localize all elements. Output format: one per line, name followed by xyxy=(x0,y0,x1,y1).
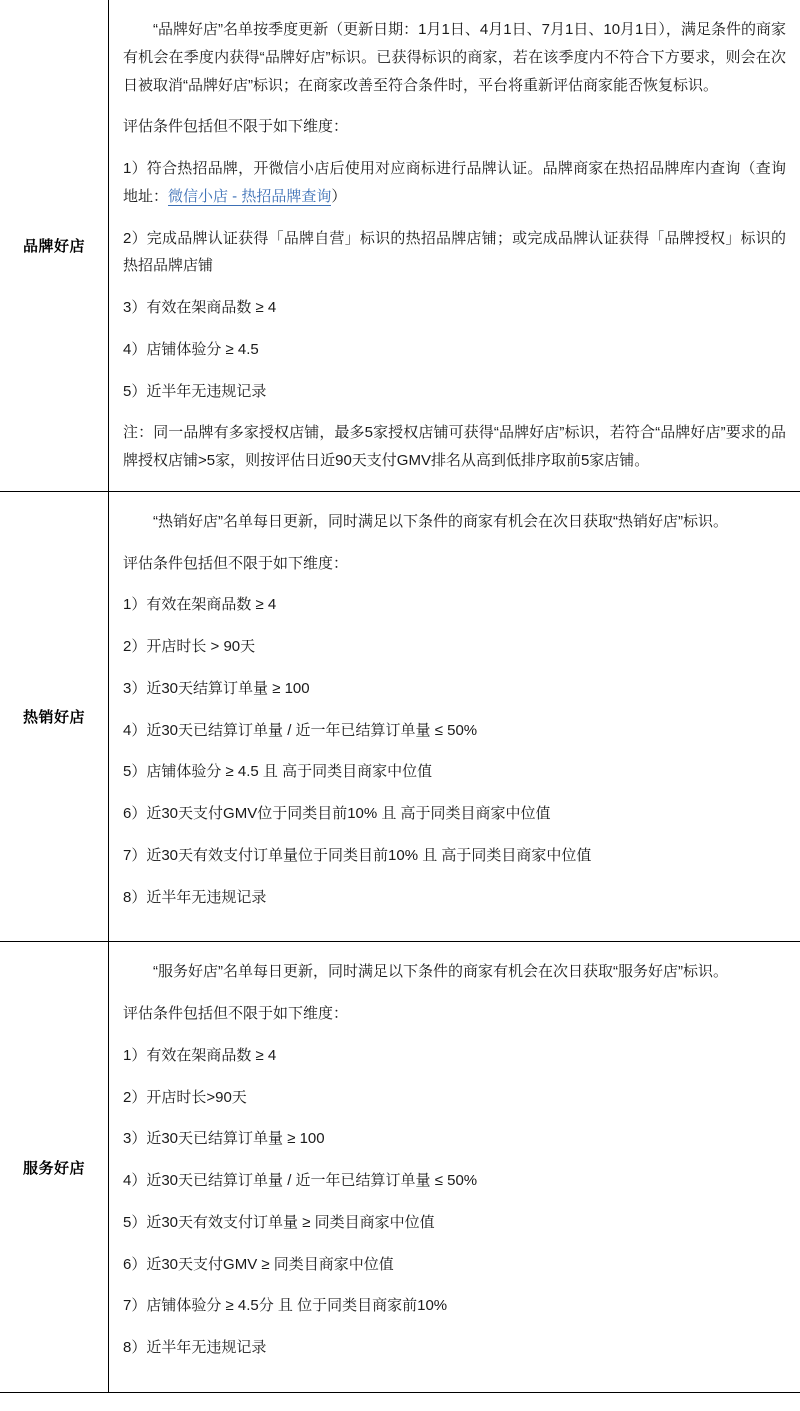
list-item: 1）有效在架商品数 ≥ 4 xyxy=(123,1042,786,1070)
list-item xyxy=(123,155,786,211)
row-label-hot-sales-store: 热销好店 xyxy=(0,491,109,942)
brand-query-link[interactable]: 微信小店 - 热招品牌查询 xyxy=(168,188,331,206)
list-item: 7）近30天有效支付订单量位于同类目前10% 且 高于同类目商家中位值 xyxy=(123,842,786,870)
list-item: 8）近半年无违规记录 xyxy=(123,1334,786,1362)
section-intro: “品牌好店”名单按季度更新（更新日期：1月1日、4月1日、7月1日、10月1日），满足条件的商家有机会在季度内获得“品牌好店”标识。已获得标识的商家，若在该季度内不符合下方要求，则会在次日被取消“品牌好店”标识；在商家改善至符合条件时，平台将重新评估商家能否恢复标识。 xyxy=(123,16,786,99)
list-item: 2）完成品牌认证获得「品牌自营」标识的热招品牌店铺；或完成品牌认证获得「品牌授权」标识的热招品牌店铺 xyxy=(123,225,786,281)
list-item: 6）近30天支付GMV ≥ 同类目商家中位值 xyxy=(123,1251,786,1279)
section-intro: “服务好店”名单每日更新，同时满足以下条件的商家有机会在次日获取“服务好店”标识。 xyxy=(123,958,786,986)
list-item: 2）开店时长>90天 xyxy=(123,1084,786,1112)
row-body-brand-store xyxy=(109,0,800,491)
row-label-service-store: 服务好店 xyxy=(0,942,109,1393)
list-item: 3）近30天已结算订单量 ≥ 100 xyxy=(123,1125,786,1153)
list-item-text-suffix: ） xyxy=(331,188,346,205)
list-item: 4）近30天已结算订单量 / 近一年已结算订单量 ≤ 50% xyxy=(123,717,786,745)
list-item-text: 1）符合热招品牌，开微信小店后使用对应商标进行品牌认证。品牌商家在热招品牌库内查询（查询地址： xyxy=(123,160,786,205)
table-row xyxy=(0,942,800,1393)
list-item: 5）近30天有效支付订单量 ≥ 同类目商家中位值 xyxy=(123,1209,786,1237)
list-item: 8）近半年无违规记录 xyxy=(123,884,786,912)
criteria-heading: 评估条件包括但不限于如下维度： xyxy=(123,1000,786,1028)
bottom-spacer xyxy=(0,1393,800,1411)
list-item: 6）近30天支付GMV位于同类目前10% 且 高于同类目商家中位值 xyxy=(123,800,786,828)
list-item: 5）店铺体验分 ≥ 4.5 且 高于同类目商家中位值 xyxy=(123,758,786,786)
section-intro: “热销好店”名单每日更新，同时满足以下条件的商家有机会在次日获取“热销好店”标识。 xyxy=(123,508,786,536)
section-note: 注：同一品牌有多家授权店铺，最多5家授权店铺可获得“品牌好店”标识，若符合“品牌好店”要求的品牌授权店铺>5家，则按评估日近90天支付GMV排名从高到低排序取前5家店铺。 xyxy=(123,419,786,475)
list-item: 7）店铺体验分 ≥ 4.5分 且 位于同类目商家前10% xyxy=(123,1292,786,1320)
list-item: 4）店铺体验分 ≥ 4.5 xyxy=(123,336,786,364)
criteria-heading: 评估条件包括但不限于如下维度： xyxy=(123,113,786,141)
list-item: 1）有效在架商品数 ≥ 4 xyxy=(123,591,786,619)
table-row xyxy=(0,0,800,491)
criteria-heading: 评估条件包括但不限于如下维度： xyxy=(123,550,786,578)
row-body-hot-sales-store xyxy=(109,491,800,942)
table-row xyxy=(0,491,800,942)
list-item: 3）有效在架商品数 ≥ 4 xyxy=(123,294,786,322)
list-item: 4）近30天已结算订单量 / 近一年已结算订单量 ≤ 50% xyxy=(123,1167,786,1195)
list-item: 5）近半年无违规记录 xyxy=(123,378,786,406)
row-body-service-store xyxy=(109,942,800,1393)
list-item: 2）开店时长 > 90天 xyxy=(123,633,786,661)
row-label-brand-store: 品牌好店 xyxy=(0,0,109,491)
list-item: 3）近30天结算订单量 ≥ 100 xyxy=(123,675,786,703)
